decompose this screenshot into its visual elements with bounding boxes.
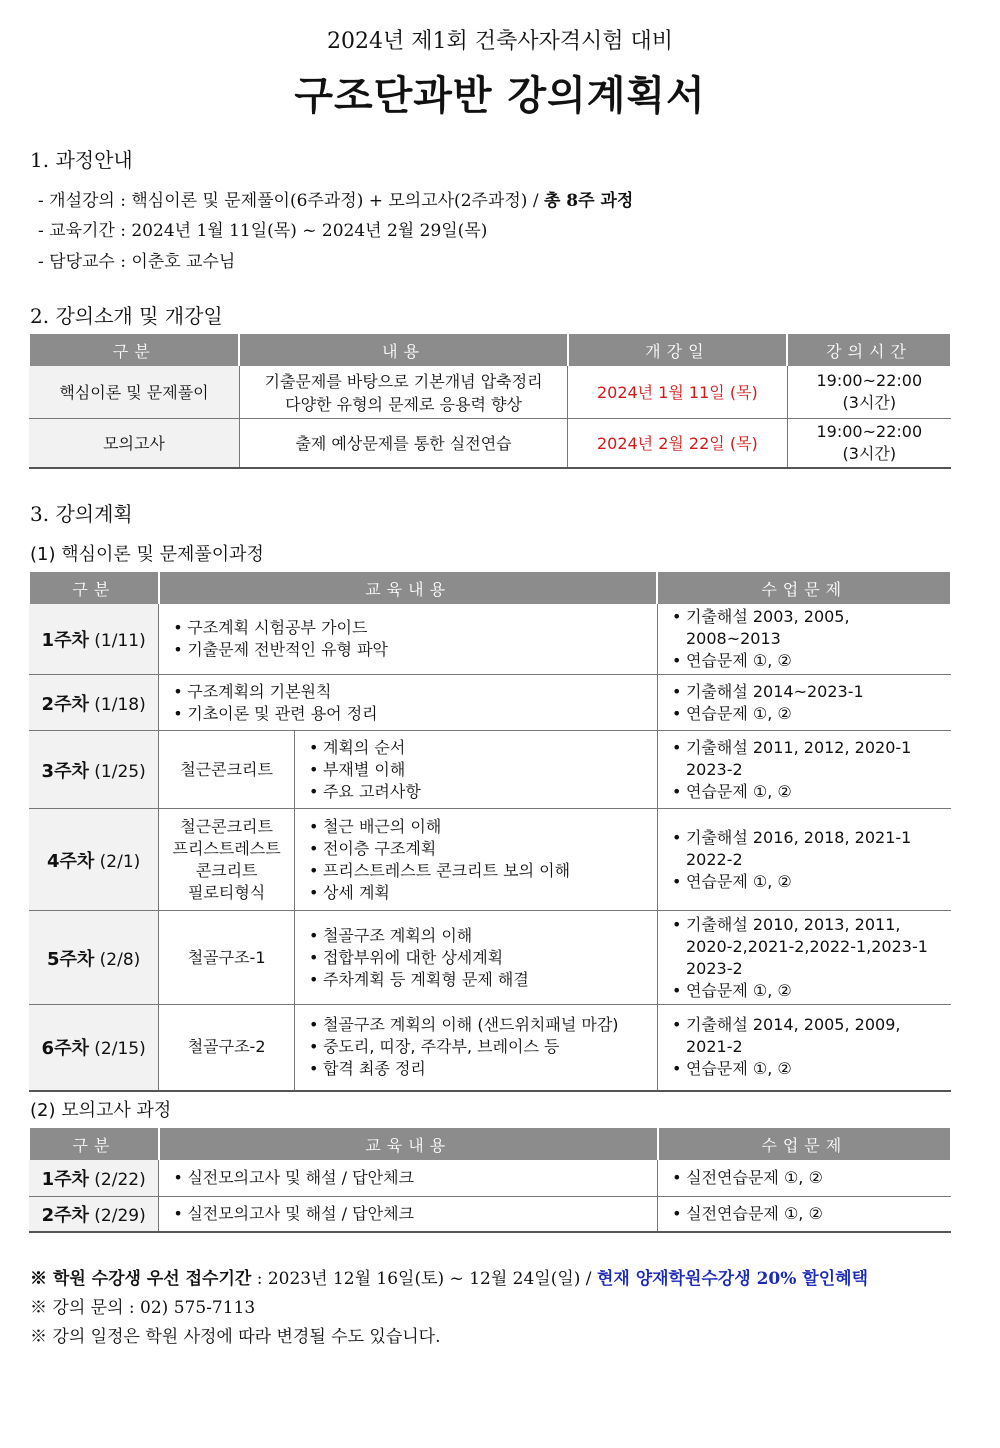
mock-header-problems: 수업문제	[658, 1128, 951, 1160]
week-date: (2/29)	[94, 1205, 146, 1226]
content-item: • 상세 계획	[323, 882, 653, 904]
problem-item: • 기출해설 2014, 2005, 2009, 2021-2	[686, 1014, 947, 1058]
problems-cell	[657, 675, 951, 731]
intro-start-date: 2024년 2월 22일 (목)	[568, 418, 788, 468]
note-discount: 현재 양재학원수강생 20% 할인혜택	[596, 1269, 868, 1289]
week-cell	[29, 1160, 159, 1196]
problems-cell	[657, 1005, 951, 1091]
intro-category: 모의고사	[29, 418, 239, 468]
content-item: • 합격 최종 정리	[323, 1058, 653, 1080]
problem-item: • 실전연습문제 ①, ②	[686, 1203, 947, 1225]
problems-cell	[658, 1160, 951, 1196]
plan-header-category: 구분	[29, 572, 159, 604]
week-cell	[29, 1196, 159, 1232]
plan-row	[29, 604, 951, 675]
problems-cell	[658, 1196, 951, 1232]
plan-row	[29, 1005, 951, 1091]
note-contact: ※ 강의 문의 : 02) 575-7113	[30, 1298, 256, 1318]
week-date: (1/11)	[94, 631, 146, 651]
note-schedule: ※ 강의 일정은 학원 사정에 따라 변경될 수도 있습니다.	[30, 1327, 441, 1347]
content-cell	[159, 1160, 658, 1196]
mock-header-category: 구분	[29, 1128, 159, 1160]
intro-content-line: 기출문제를 바탕으로 기본개념 압축정리	[264, 371, 543, 391]
section3-heading: 3. 강의계획	[30, 502, 133, 526]
plan-table	[28, 572, 952, 1092]
course-line-text: - 개설강의 : 핵심이론 및 문제풀이(6주과정) + 모의고사(2주과정) /	[38, 191, 544, 211]
intro-header-date: 개강일	[568, 334, 788, 366]
problems-cell	[657, 604, 951, 675]
intro-content	[239, 366, 567, 418]
problems-cell	[657, 809, 951, 911]
week-number: 6주차	[41, 1038, 89, 1060]
content-cell	[159, 604, 658, 675]
problem-item: • 기출해설 2016, 2018, 2021-1 2022-2	[686, 827, 947, 871]
intro-header-category: 구분	[29, 334, 239, 366]
intro-time-range: 19:00~22:00	[816, 421, 923, 441]
week-number: 4주차	[46, 850, 95, 872]
week-cell	[29, 675, 159, 731]
content-item: • 철근 배근의 이해	[323, 816, 653, 838]
problem-list	[666, 914, 947, 1002]
week-date: (1/18)	[94, 694, 146, 715]
content-item: • 실전모의고사 및 해설 / 답안체크	[187, 1167, 653, 1189]
week-number: 2주차	[41, 693, 89, 715]
content-item: • 철골구조 계획의 이해	[323, 925, 653, 947]
note-registration	[30, 1264, 868, 1289]
mock-body	[29, 1160, 951, 1232]
plan-row	[29, 911, 951, 1005]
problem-item: • 기출해설 2010, 2013, 2011, 2020-2,2021-2,2022-1,2023-1 2023-2	[686, 914, 947, 980]
content-item: • 계획의 순서	[323, 737, 653, 759]
week-number: 3주차	[41, 760, 89, 782]
content-item: • 접합부위에 대한 상세계획	[323, 947, 653, 969]
content-item: • 구조계획 시험공부 가이드	[187, 617, 653, 639]
intro-table	[28, 334, 952, 469]
mock-table	[28, 1128, 952, 1233]
content-cell	[294, 731, 657, 809]
note-registration-period: : 2023년 12월 16일(토) ~ 12월 24일(일) /	[251, 1269, 597, 1289]
problem-list	[666, 606, 947, 672]
section1-heading: 1. 과정안내	[30, 148, 133, 172]
intro-header-time: 강의시간	[787, 334, 951, 366]
content-list	[167, 617, 653, 661]
content-item: • 주요 고려사항	[323, 781, 653, 803]
content-cell	[294, 1005, 657, 1091]
week-cell	[29, 731, 159, 809]
content-item: • 구조계획의 기본원칙	[187, 681, 653, 703]
problem-list	[666, 737, 947, 803]
week-date: (2/22)	[94, 1169, 146, 1190]
problem-item: • 연습문제 ①, ②	[686, 980, 947, 1002]
content-item: • 전이층 구조계획	[323, 838, 653, 860]
intro-header-content: 내용	[239, 334, 567, 366]
week-date: (1/25)	[94, 761, 146, 782]
intro-content-line: 다양한 유형의 문제로 응용력 향상	[285, 394, 522, 414]
week-number: 2주차	[41, 1204, 89, 1226]
week-cell	[29, 604, 159, 675]
intro-content: 출제 예상문제를 통한 실전연습	[239, 418, 567, 468]
content-item: • 기출문제 전반적인 유형 파악	[187, 639, 653, 661]
intro-time-duration: (3시간)	[842, 443, 897, 463]
week-cell	[29, 911, 159, 1005]
week-cell	[29, 809, 159, 911]
intro-time-range: 19:00~22:00	[816, 370, 923, 390]
week-number: 1주차	[41, 630, 89, 651]
week-number: 5주차	[46, 948, 95, 970]
content-list	[167, 1167, 653, 1189]
week-cell	[29, 1005, 159, 1091]
content-cell	[294, 809, 657, 911]
problem-item: • 실전연습문제 ①, ②	[686, 1167, 947, 1189]
content-list	[167, 681, 653, 725]
content-item: • 부재별 이해	[323, 759, 653, 781]
problem-item: • 연습문제 ①, ②	[686, 703, 947, 725]
week-date: (2/1)	[99, 851, 141, 872]
mock-header-content: 교육내용	[159, 1128, 658, 1160]
problem-item: • 연습문제 ①, ②	[686, 871, 947, 893]
content-list	[303, 1014, 653, 1080]
content-item: • 중도리, 띠장, 주각부, 브레이스 등	[323, 1036, 653, 1058]
period-line: - 교육기간 : 2024년 1월 11일(목) ~ 2024년 2월 29일(목)	[38, 221, 488, 241]
professor-line: - 담당교수 : 이춘호 교수님	[38, 252, 236, 272]
plan-row	[29, 809, 951, 911]
topic-cell: 철근콘크리트 프리스트레스트 콘크리트 필로티형식	[159, 809, 295, 911]
plan-body	[29, 604, 951, 1091]
plan-header-content: 교육내용	[159, 572, 658, 604]
content-list	[303, 816, 653, 904]
week-number: 1주차	[41, 1168, 89, 1190]
content-cell	[159, 675, 658, 731]
total-weeks: 총 8주 과정	[543, 191, 634, 211]
problem-item: • 연습문제 ①, ②	[686, 781, 947, 803]
mock-row	[29, 1160, 951, 1196]
week-date: (2/8)	[99, 949, 141, 970]
plan-row	[29, 731, 951, 809]
intro-time-duration: (3시간)	[842, 392, 897, 412]
content-item: • 철골구조 계획의 이해 (샌드위치패널 마감)	[323, 1014, 653, 1036]
problem-item: • 연습문제 ①, ②	[686, 650, 947, 672]
document-title: 구조단과반 강의계획서	[294, 73, 706, 119]
core-course-heading: (1) 핵심이론 및 문제풀이과정	[30, 544, 264, 565]
mock-course-heading: (2) 모의고사 과정	[30, 1100, 172, 1121]
course-line	[38, 186, 633, 211]
intro-time	[787, 418, 951, 468]
mock-row	[29, 1196, 951, 1232]
intro-start-date: 2024년 1월 11일 (목)	[568, 366, 788, 418]
topic-cell: 철골구조-1	[159, 911, 295, 1005]
content-item: • 주차계획 등 계획형 문제 해결	[323, 969, 653, 991]
intro-category: 핵심이론 및 문제풀이	[29, 366, 239, 418]
note-registration-label: ※ 학원 수강생 우선 접수기간	[30, 1269, 252, 1289]
problem-list	[666, 1203, 947, 1225]
plan-row	[29, 675, 951, 731]
section2-heading: 2. 강의소개 및 개강일	[30, 304, 223, 328]
content-list	[303, 737, 653, 803]
problem-list	[666, 1167, 947, 1189]
problem-item: • 연습문제 ①, ②	[686, 1058, 947, 1080]
problem-item: • 기출해설 2003, 2005, 2008~2013	[686, 606, 947, 650]
problems-cell	[657, 731, 951, 809]
week-date: (2/15)	[94, 1039, 146, 1060]
content-item: • 프리스트레스트 콘크리트 보의 이해	[323, 860, 653, 882]
problem-list	[666, 1014, 947, 1080]
content-list	[303, 925, 653, 991]
content-item: • 기초이론 및 관련 용어 정리	[187, 703, 653, 725]
topic-cell: 철근콘크리트	[159, 731, 295, 809]
intro-time	[787, 366, 951, 418]
content-item: • 실전모의고사 및 해설 / 답안체크	[187, 1203, 653, 1225]
problems-cell	[657, 911, 951, 1005]
plan-header-problems: 수업문제	[657, 572, 951, 604]
problem-list	[666, 681, 947, 725]
topic-cell: 철골구조-2	[159, 1005, 295, 1091]
content-cell	[294, 911, 657, 1005]
problem-list	[666, 827, 947, 893]
exam-subtitle: 2024년 제1회 건축사자격시험 대비	[327, 29, 673, 54]
content-list	[167, 1203, 653, 1225]
problem-item: • 기출해설 2014~2023-1	[686, 681, 947, 703]
content-cell	[159, 1196, 658, 1232]
problem-item: • 기출해설 2011, 2012, 2020-1 2023-2	[686, 737, 947, 781]
